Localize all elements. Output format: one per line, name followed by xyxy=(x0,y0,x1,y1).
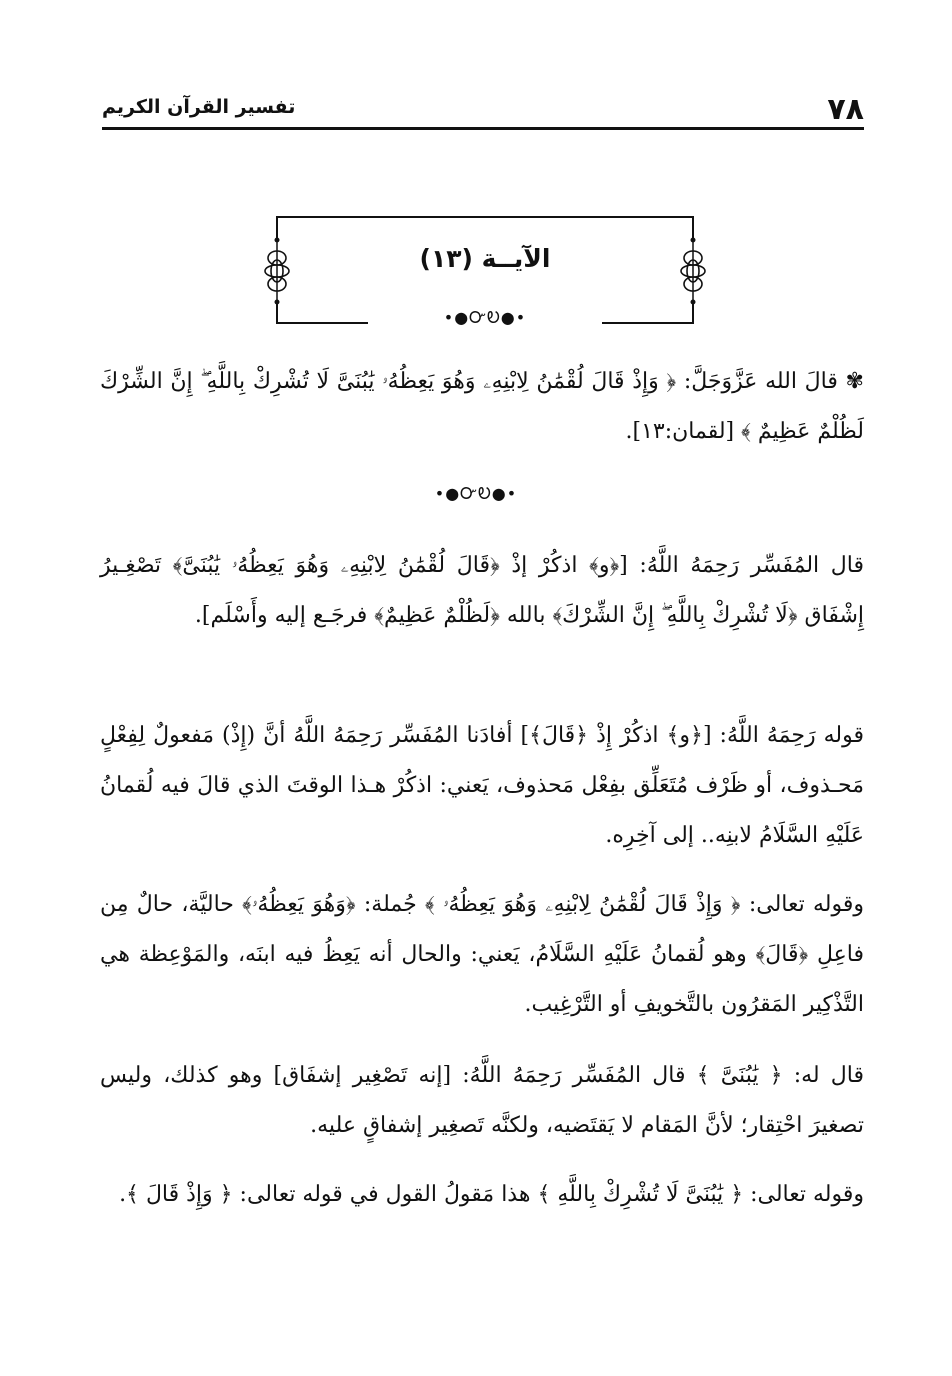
commentary-paragraph: قال له: ﴿ يَٰبُنَىَّ ﴾ قال المُفَسِّر رَحِمَهُ اللَّهُ: [إنه تَصْغِير إشفَاق] وهو كذلك، وليس تصغيرَ احْتِقار؛ لأنَّ المَقام لا يَقتَضيه، ولكنَّه تَصغِير إشفاقٍ عليه. xyxy=(100,1063,864,1138)
verse-paragraph: ✾ قالَ الله عَزَّوَجَلَّ: ﴿ وَإِذْ قَالَ لُقْمَٰنُ لِابْنِهِۦ وَهُوَ يَعِظُهُۥ يَٰبُنَىَّ لَا تُشْرِكْ بِاللَّهِ ۖ إِنَّ الشِّرْكَ لَظُلْمٌ عَظِيمٌ ﴾ [لقمان:١٣]. xyxy=(100,369,864,444)
section-heading-frame xyxy=(276,216,694,327)
page-number: ٧٨ xyxy=(827,92,864,127)
commentary-paragraph: وقوله تعالى: ﴿ يَٰبُنَىَّ لَا تُشْرِكْ بِاللَّهِ ﴾ هذا مَقولُ القول في قوله تعالى: ﴿ وَإِذْ قَالَ ﴾. xyxy=(119,1182,864,1207)
commentary-paragraph: قوله رَحِمَهُ اللَّهُ: [﴿و﴾ اذكُرْ إِذْ ﴿قَالَ﴾] أفادَنا المُفَسِّر رَحِمَهُ اللَّهُ أنَّ (إِذْ) مَفعولٌ لِفِعْلٍ مَحـذوف، أو ظَرْف مُتَعَلِّق بفِعْل مَحذوف، يَعني: اذكُرْ هـذا الوقتَ الذي قالَ فيه لُقمانُ عَلَيْهِ السَّلَامُ لابنِه.. إلى آخِرِه. xyxy=(100,723,864,848)
separator-ornament: •●ᏅᎧ●• xyxy=(434,484,518,503)
heading-ornament: •●ᏅᎧ●• xyxy=(443,308,527,327)
book-title: تفسير القرآن الكريم xyxy=(102,96,296,118)
section-heading: الآيــة (١٣) xyxy=(419,244,551,273)
commentary-paragraph: قال المُفَسِّر رَحِمَهُ اللَّهُ: [﴿و﴾ اذكُرْ إذْ ﴿قَالَ لُقْمَٰنُ لِابْنِهِۦ وَهُوَ يَعِظُهُۥ يَٰبُنَىَّ﴾ تَصْغِـيرُ إِشْفَاق ﴿لَا تُشْرِكْ بِاللَّهِ ۖ إِنَّ الشِّرْكَ﴾ بالله ﴿لَظُلْمٌ عَظِيمٌ﴾ فرجَـع إليه وأَسْلَم]. xyxy=(100,553,864,628)
running-header xyxy=(102,92,864,126)
commentary-paragraph: وقوله تعالى: ﴿ وَإِذْ قَالَ لُقْمَٰنُ لِابْنِهِۦ وَهُوَ يَعِظُهُۥ ﴾ جُملة: ﴿وَهُوَ يَعِظُهُۥ﴾ حاليَّة، حالٌ مِن فاعِلِ ﴿قَالَ﴾ وهو لُقمانُ عَلَيْهِ السَّلَامُ، يَعني: والحال أنه يَعِظُ فيه ابنَه، والمَوْعِظة هي التَّذْكِير المَقرُون بالتَّخويفِ أو التَّرْغِيب. xyxy=(100,892,864,1017)
header-rule xyxy=(102,127,864,130)
